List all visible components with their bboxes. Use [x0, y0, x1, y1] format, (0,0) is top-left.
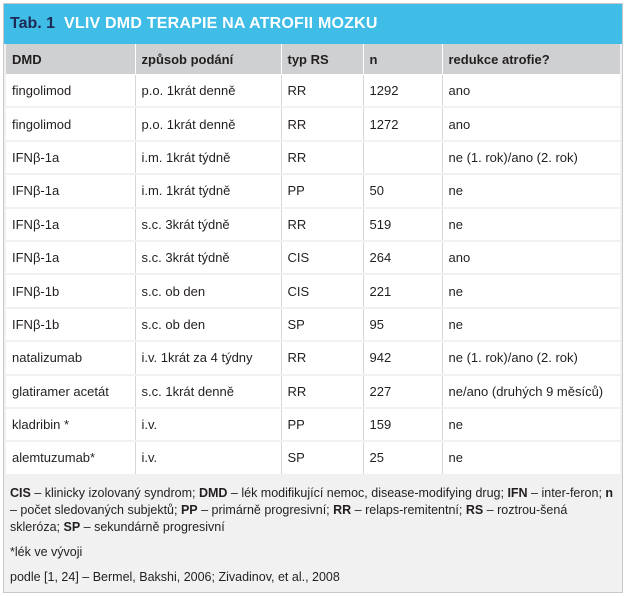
table-cell: PP	[281, 408, 363, 441]
table-cell: RR	[281, 141, 363, 174]
table-cell: 942	[363, 341, 442, 374]
table-row	[6, 441, 620, 474]
table-cell: IFNβ-1a	[6, 174, 135, 207]
table-title: VLIV DMD TERAPIE NA ATROFII MOZKU	[64, 15, 378, 32]
table-cell: ano	[442, 241, 620, 274]
table-cell: CIS	[281, 241, 363, 274]
table-cell: RR	[281, 208, 363, 241]
source-note: podle [1, 24] – Bermel, Bakshi, 2006; Zivadinov, et al., 2008	[10, 569, 340, 584]
table-cell: 519	[363, 208, 442, 241]
table-cell: IFNβ-1b	[6, 308, 135, 341]
table-cell: natalizumab	[6, 341, 135, 374]
table-cell: s.c. ob den	[135, 274, 281, 307]
table-row	[6, 308, 620, 341]
table-cell: 1272	[363, 107, 442, 140]
table-number: Tab. 1	[10, 15, 56, 32]
table-cell: RR	[281, 107, 363, 140]
table-cell	[363, 141, 442, 174]
table-cell: fingolimod	[6, 75, 135, 108]
table-cell: ne	[442, 174, 620, 207]
table-row	[6, 375, 620, 408]
column-header: způsob podání	[135, 44, 281, 75]
table-cell: ne/ano (druhých 9 měsíců)	[442, 375, 620, 408]
abbreviations-note	[10, 485, 616, 536]
table-cell: ne	[442, 441, 620, 474]
table-cell: ne	[442, 408, 620, 441]
table-cell: ne (1. rok)/ano (2. rok)	[442, 141, 620, 174]
column-header: DMD	[6, 44, 135, 75]
table-cell: i.v. 1krát za 4 týdny	[135, 341, 281, 374]
table-cell: alemtuzumab*	[6, 441, 135, 474]
table-cell: RR	[281, 341, 363, 374]
table-cell: 159	[363, 408, 442, 441]
table-cell: RR	[281, 75, 363, 108]
table-cell: 25	[363, 441, 442, 474]
abbreviation-definition: – klinicky izolovaný syndrom;	[30, 485, 199, 500]
table-cell: PP	[281, 174, 363, 207]
abbreviation: IFN	[507, 485, 528, 500]
table-cell: p.o. 1krát denně	[135, 107, 281, 140]
header-row	[6, 44, 620, 75]
abbreviation-definition: – počet sledovaných subjektů;	[10, 502, 181, 517]
table-cell: 221	[363, 274, 442, 307]
column-header: redukce atrofie?	[442, 44, 620, 75]
column-header: typ RS	[281, 44, 363, 75]
table-row	[6, 408, 620, 441]
table-cell: 1292	[363, 75, 442, 108]
table-body	[6, 75, 620, 475]
table-row	[6, 107, 620, 140]
table-cell: i.v.	[135, 441, 281, 474]
table-cell: ano	[442, 75, 620, 108]
table-cell: p.o. 1krát denně	[135, 75, 281, 108]
abbreviation: RR	[333, 502, 352, 517]
table-cell: kladribin *	[6, 408, 135, 441]
table-row	[6, 241, 620, 274]
table-cell: 50	[363, 174, 442, 207]
table-row	[6, 141, 620, 174]
table-cell: ne	[442, 274, 620, 307]
data-table	[6, 44, 620, 476]
table-cell: 95	[363, 308, 442, 341]
table-cell: SP	[281, 441, 363, 474]
column-header: n	[363, 44, 442, 75]
table-cell: s.c. 3krát týdně	[135, 208, 281, 241]
abbreviation: SP	[63, 519, 81, 534]
table-cell: SP	[281, 308, 363, 341]
table-title-bar	[4, 4, 622, 44]
abbreviation-definition: – lék modifikující nemoc, disease-modifying drug;	[227, 485, 508, 500]
table-cell: i.m. 1krát týdně	[135, 141, 281, 174]
abbreviation: RS	[465, 502, 484, 517]
abbreviation: PP	[180, 502, 198, 517]
table-cell: i.m. 1krát týdně	[135, 174, 281, 207]
table-cell: s.c. 3krát týdně	[135, 241, 281, 274]
table-cell: ne	[442, 308, 620, 341]
table-cell: 227	[363, 375, 442, 408]
table-cell: ano	[442, 107, 620, 140]
table-row	[6, 341, 620, 374]
table-cell: IFNβ-1a	[6, 208, 135, 241]
table-cell: IFNβ-1a	[6, 241, 135, 274]
abbreviation: CIS	[10, 485, 31, 500]
table-cell: i.v.	[135, 408, 281, 441]
table-cell: fingolimod	[6, 107, 135, 140]
table-cell: IFNβ-1a	[6, 141, 135, 174]
table-cell: RR	[281, 375, 363, 408]
table-cell: ne	[442, 208, 620, 241]
abbreviation: n	[605, 485, 614, 500]
abbreviation-definition: – inter-feron;	[527, 485, 606, 500]
table-row	[6, 274, 620, 307]
table-row	[6, 174, 620, 207]
table-cell: CIS	[281, 274, 363, 307]
table-cell: glatiramer acetát	[6, 375, 135, 408]
table-cell: s.c. ob den	[135, 308, 281, 341]
abbreviation-definition: – sekundárně progresivní	[80, 519, 225, 534]
footnote: *lék ve vývoji	[10, 544, 83, 559]
table-cell: 264	[363, 241, 442, 274]
table-row	[6, 208, 620, 241]
table-notes	[4, 476, 622, 586]
abbreviation: DMD	[198, 485, 228, 500]
table-frame	[3, 3, 623, 593]
abbreviation-definition: – roztrou-šená skleróza;	[10, 502, 568, 534]
table-cell: IFNβ-1b	[6, 274, 135, 307]
abbreviation-definition: – relaps-remitentní;	[351, 502, 466, 517]
table-cell: s.c. 1krát denně	[135, 375, 281, 408]
table-cell: ne (1. rok)/ano (2. rok)	[442, 341, 620, 374]
table-row	[6, 75, 620, 108]
abbreviation-definition: – primárně progresivní;	[197, 502, 334, 517]
